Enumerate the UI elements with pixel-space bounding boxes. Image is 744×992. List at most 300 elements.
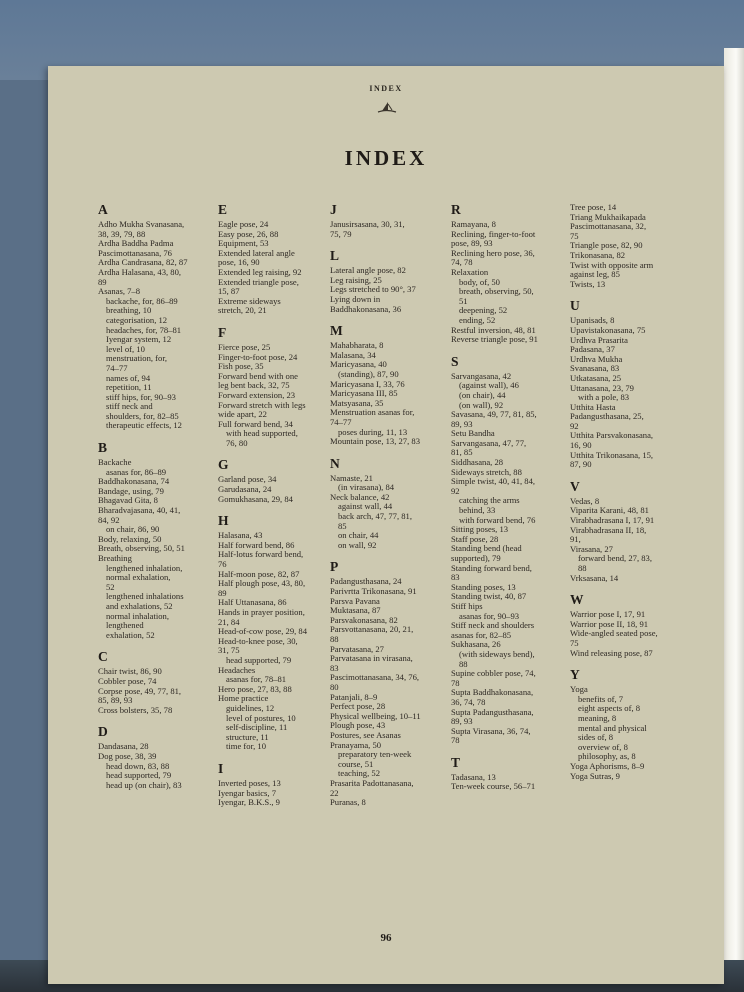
entry-line: 89: [218, 587, 227, 598]
index-entry: [98, 220, 214, 239]
section-letter: H: [218, 513, 229, 529]
index-entry: [451, 708, 569, 727]
entry-line: Halasana, 43: [218, 530, 263, 541]
entry-line: asanas for, 90–93: [459, 610, 520, 621]
entry-line: Eagle pose, 24: [218, 219, 269, 229]
entry-line: 22: [330, 787, 339, 798]
entry-line: Inverted poses, 13: [218, 777, 281, 788]
index-entry: [570, 649, 700, 659]
entry-line: behind, 33: [459, 505, 496, 516]
index-entry: [218, 637, 332, 656]
entry-line: Twists, 13: [570, 278, 606, 289]
index-subentry: [98, 592, 214, 611]
entry-line: Lying down in: [330, 293, 381, 304]
index-section: [330, 324, 450, 447]
entry-line: Stiff neck and shoulders: [451, 620, 535, 631]
entry-line: Supine cobbler pose, 74,: [451, 668, 536, 679]
section-letter: J: [330, 202, 337, 217]
index-entry: [570, 574, 700, 584]
entry-line: Neck balance, 42: [330, 491, 390, 502]
index-entry: [218, 372, 332, 391]
index-entry: [570, 772, 700, 782]
index-section: [330, 560, 450, 807]
entry-line: Ramayana, 8: [451, 219, 496, 229]
index-entry: [451, 727, 569, 746]
entry-line: 88: [330, 634, 339, 644]
entry-line: Standing bend (head: [451, 543, 522, 554]
entry-line: Garudasana, 24: [218, 484, 272, 495]
index-subentry: [218, 429, 332, 448]
index-entry: [451, 782, 569, 792]
index-subentry: [98, 781, 214, 791]
section-letter: F: [218, 324, 227, 340]
entry-line: Lateral angle pose, 82: [330, 265, 406, 276]
lotus-ornament-icon: [376, 100, 398, 114]
index-section: [570, 299, 700, 470]
index-subentry: [98, 612, 214, 641]
entry-line: Malasana, 34: [330, 349, 376, 360]
running-head: INDEX: [369, 84, 403, 93]
entry-line: Easy pose, 26, 88: [218, 228, 279, 239]
entry-line: Head-of-cow pose, 29, 84: [218, 626, 308, 637]
entry-line: Virabhadrasana I, 17, 91: [570, 515, 655, 526]
index-section: [218, 458, 332, 504]
entry-line: Bharadvajasana, 40, 41,: [98, 505, 181, 516]
index-entry: [451, 564, 569, 583]
entry-line: Yoga: [570, 684, 588, 695]
entry-line: stiff neck and: [106, 401, 153, 412]
entry-line: 31, 75: [218, 645, 240, 656]
entry-line: Padangusthasana, 25,: [570, 411, 644, 422]
index-entry: [330, 673, 450, 692]
entry-line: Standing poses, 13: [451, 581, 516, 592]
index-entry: [570, 261, 700, 280]
entry-line: 76: [218, 559, 227, 570]
entry-line: Legs stretched to 90°, 37: [330, 284, 416, 295]
index-subentry: [330, 512, 450, 531]
entry-line: Leg raising, 25: [330, 274, 382, 285]
entry-line: self-discipline, 11: [226, 722, 288, 733]
index-entry: [570, 451, 700, 470]
entry-line: 51: [459, 295, 468, 306]
entry-line: Headaches: [218, 664, 256, 675]
index-section: [98, 441, 214, 640]
entry-line: 83: [330, 662, 339, 673]
index-entry: [98, 268, 214, 287]
entry-line: exhalation, 52: [106, 629, 155, 640]
entry-line: Finger-to-foot pose, 24: [218, 351, 298, 362]
entry-line: 89, 93: [451, 716, 473, 727]
entry-line: Uttanasana, 23, 79: [570, 382, 634, 393]
entry-line: Mountain pose, 13, 27, 83: [330, 436, 420, 447]
entry-line: 78: [451, 677, 460, 688]
entry-line: Adho Mukha Svanasana,: [98, 219, 185, 229]
entry-line: Stiff hips: [451, 600, 483, 611]
entry-line: therapeutic effects, 12: [106, 420, 182, 431]
entry-line: Fierce pose, 25: [218, 341, 271, 352]
index-entry: [98, 706, 214, 716]
entry-line: Parivrtta Trikonasana, 91: [330, 586, 417, 597]
entry-line: Warrior pose II, 18, 91: [570, 618, 649, 629]
index-entry: [330, 654, 450, 673]
entry-line: 88: [578, 563, 587, 573]
entry-line: wide apart, 22: [218, 409, 267, 420]
section-letter: Y: [570, 667, 580, 683]
entry-line: with head supported,: [226, 428, 298, 439]
entry-line: Vrksasana, 14: [570, 572, 619, 583]
entry-line: Supta Baddhakonasana,: [451, 687, 534, 698]
entry-line: Sarvangasana, 42: [451, 370, 512, 381]
index-column-3: [330, 203, 450, 818]
entry-line: Corpse pose, 49, 77, 81,: [98, 685, 182, 696]
entry-line: preparatory ten-week: [338, 749, 412, 760]
index-section: [330, 249, 450, 314]
index-entry: [218, 495, 332, 505]
entry-line: course, 51: [338, 758, 374, 769]
entry-line: Siddhasana, 28: [451, 457, 504, 468]
entry-line: benefits of, 7: [578, 693, 624, 704]
entry-line: Padasana, 37: [570, 344, 615, 355]
entry-line: Matsyasana, 35: [330, 397, 384, 408]
index-entry: [98, 239, 214, 258]
entry-line: Namaste, 21: [330, 472, 373, 483]
entry-line: head up (on chair), 83: [106, 779, 182, 790]
entry-line: poses during, 11, 13: [338, 426, 408, 437]
entry-line: Bhagavad Gita, 8: [98, 495, 158, 506]
entry-line: 16, 90: [570, 440, 592, 451]
index-entry: [570, 336, 700, 355]
entry-line: Upanisads, 8: [570, 315, 615, 326]
entry-line: Gomukhasana, 29, 84: [218, 493, 293, 504]
entry-line: 76, 80: [226, 437, 248, 448]
entry-line: 87, 90: [570, 459, 592, 470]
section-letter: C: [98, 649, 108, 665]
entry-line: Reclining, finger-to-foot: [451, 228, 536, 239]
entry-line: Ten-week course, 56–71: [451, 781, 536, 792]
index-entry: [570, 431, 700, 450]
entry-line: Parsvakonasana, 82: [330, 614, 398, 625]
entry-line: Physical wellbeing, 10–11: [330, 710, 421, 721]
entry-line: breath, observing, 50,: [459, 286, 534, 297]
index-section: [570, 203, 700, 289]
index-section: [218, 326, 332, 449]
entry-line: Vedas, 8: [570, 495, 600, 506]
index-subentry: [570, 724, 700, 743]
entry-line: Cobbler pose, 74: [98, 675, 157, 686]
index-entry: [451, 230, 569, 249]
entry-line: 81, 85: [451, 447, 473, 458]
index-entry: [451, 477, 569, 496]
index-entry: [570, 403, 700, 432]
entry-line: Pascimottanasana, 32,: [570, 221, 647, 232]
entry-line: back arch, 47, 77, 81,: [338, 511, 412, 522]
index-entry: [218, 297, 332, 316]
index-section: [218, 514, 332, 752]
entry-line: Warrior pose I, 17, 91: [570, 609, 646, 620]
entry-line: 74, 78: [451, 257, 473, 268]
entry-line: Baddhakonasana, 36: [330, 303, 402, 314]
index-entry: [98, 506, 214, 525]
index-section: [98, 650, 214, 715]
entry-line: Iyengar, B.K.S., 9: [218, 797, 280, 808]
entry-line: Sitting poses, 13: [451, 524, 509, 535]
entry-line: Ardha Candrasana, 82, 87: [98, 257, 188, 268]
entry-line: overview of, 8: [578, 741, 628, 752]
entry-line: Equipment, 53: [218, 238, 269, 249]
entry-line: (in virasana), 84: [338, 482, 395, 493]
entry-line: Triangle pose, 82, 90: [570, 240, 643, 251]
entry-line: Utthita Trikonasana, 15,: [570, 449, 654, 460]
entry-line: Head-to-knee pose, 30,: [218, 635, 298, 646]
index-subentry: [330, 750, 450, 769]
entry-line: 84, 92: [98, 514, 120, 525]
index-entry: [570, 526, 700, 545]
section-letter: U: [570, 298, 580, 314]
entry-line: level of, 10: [106, 343, 145, 354]
entry-line: and exhalations, 52: [106, 600, 173, 611]
entry-line: Triang Mukhaikapada: [570, 211, 646, 222]
index-subentry: [98, 421, 214, 431]
entry-line: breathing, 10: [106, 305, 152, 316]
entry-line: Maricyasana I, 33, 76: [330, 378, 405, 389]
entry-line: Breath, observing, 50, 51: [98, 543, 185, 554]
entry-line: Breathing: [98, 553, 132, 563]
entry-line: pose, 16, 90: [218, 257, 260, 268]
book-page: [48, 66, 724, 984]
entry-line: headaches, for, 78–81: [106, 324, 182, 335]
index-entry: [330, 779, 450, 798]
entry-line: Utthita Parsvakonasana,: [570, 430, 654, 441]
index-entry: [330, 437, 450, 447]
entry-line: 92: [451, 485, 460, 496]
index-section: [98, 203, 214, 431]
entry-line: level of postures, 10: [226, 712, 296, 723]
entry-line: on chair, 44: [338, 530, 379, 541]
index-subentry: [218, 742, 332, 752]
entry-line: head supported, 79: [226, 654, 292, 665]
entry-line: leg bent back, 32, 75: [218, 380, 290, 391]
index-section: [330, 457, 450, 551]
entry-line: Standing twist, 40, 87: [451, 591, 527, 602]
entry-line: time for, 10: [226, 741, 266, 752]
entry-line: against wall, 44: [338, 501, 393, 512]
index-entry: [451, 669, 569, 688]
entry-line: Half plough pose, 43, 80,: [218, 578, 306, 589]
entry-line: Half Uttanasana, 86: [218, 597, 287, 608]
index-section: [218, 203, 332, 316]
section-letter: A: [98, 202, 108, 217]
entry-line: Fish pose, 35: [218, 361, 264, 372]
entry-line: 21, 84: [218, 616, 240, 627]
entry-line: body, of, 50: [459, 276, 500, 287]
entry-line: Parsvottanasana, 20, 21,: [330, 624, 414, 635]
entry-line: Standing forward bend,: [451, 562, 532, 573]
index-column-2: [218, 203, 332, 818]
entry-line: head down, 83, 88: [106, 760, 170, 771]
entry-line: Bandage, using, 79: [98, 485, 164, 496]
entry-line: 85, 89, 93: [98, 695, 133, 706]
entry-line: teaching, 52: [338, 768, 380, 779]
entry-line: 52: [106, 581, 115, 592]
index-entry: [451, 688, 569, 707]
entry-line: Muktasana, 87: [330, 605, 381, 616]
entry-line: Forward extension, 23: [218, 389, 296, 400]
entry-line: Wind releasing pose, 87: [570, 647, 653, 658]
section-letter: B: [98, 440, 108, 456]
index-entry: [218, 278, 332, 297]
entry-line: Backache: [98, 457, 132, 468]
entry-line: head supported, 79: [106, 770, 172, 781]
entry-line: 80: [330, 681, 339, 692]
entry-line: 74–77: [330, 416, 352, 427]
index-column-1: [98, 203, 214, 800]
entry-line: forward bend, 27, 83,: [578, 553, 652, 564]
index-entry: [330, 625, 450, 644]
entry-line: normal inhalation,: [106, 610, 170, 621]
entry-line: with forward bend, 76: [459, 514, 536, 525]
index-entry: [218, 249, 332, 268]
index-entry: [330, 597, 450, 616]
entry-line: 85: [338, 520, 347, 531]
entry-line: 92: [570, 420, 579, 431]
entry-line: Trikonasana, 82: [570, 249, 626, 260]
entry-line: Home practice: [218, 693, 269, 704]
index-section: [451, 756, 569, 792]
section-letter: N: [330, 455, 340, 471]
index-column-5: [570, 203, 700, 791]
index-subentry: [98, 402, 214, 421]
entry-line: Twist with opposite arm: [570, 259, 654, 270]
entry-line: Supta Padangusthasana,: [451, 706, 534, 717]
entry-line: 91,: [570, 534, 581, 545]
section-letter: M: [330, 323, 343, 339]
entry-line: Upavistakonasana, 75: [570, 324, 646, 335]
entry-line: Maricyasana III, 85: [330, 388, 398, 399]
index-entry: [570, 629, 700, 648]
entry-line: repetition, 11: [106, 382, 152, 393]
entry-line: with a pole, 83: [578, 392, 630, 403]
entry-line: (against wall), 46: [459, 380, 519, 391]
index-section: [570, 480, 700, 583]
entry-line: Viparita Karani, 48, 81: [570, 505, 649, 516]
entry-line: Parsva Pavana: [330, 595, 380, 606]
entry-line: Half-moon pose, 82, 87: [218, 568, 300, 579]
index-section: [451, 203, 569, 345]
entry-line: Forward bend with one: [218, 370, 298, 381]
entry-line: Setu Bandha: [451, 428, 495, 439]
index-subentry: [451, 496, 569, 515]
section-letter: W: [570, 592, 584, 608]
entry-line: Virabhadrasana II, 18,: [570, 524, 647, 535]
index-entry: [330, 798, 450, 808]
index-section: [570, 593, 700, 658]
entry-line: deepening, 52: [459, 305, 508, 316]
entry-line: Extended leg raising, 92: [218, 266, 302, 277]
entry-line: meaning, 8: [578, 712, 617, 723]
entry-line: Parvatasana in virasana,: [330, 653, 413, 664]
section-letter: S: [451, 353, 459, 369]
index-entry: [451, 410, 569, 429]
entry-line: Half-lotus forward bend,: [218, 549, 304, 560]
index-entry: [330, 295, 450, 314]
index-section: [451, 355, 569, 746]
entry-line: Full forward bend, 34: [218, 418, 293, 429]
entry-line: Sukhasana, 26: [451, 639, 501, 650]
entry-line: stiff hips, for, 90–93: [106, 391, 176, 402]
index-subentry: [451, 650, 569, 669]
entry-line: against leg, 85: [570, 269, 620, 280]
entry-line: sides of, 8: [578, 732, 614, 743]
entry-line: lengthened inhalation,: [106, 562, 183, 573]
entry-line: Reverse triangle pose, 91: [451, 334, 538, 345]
entry-line: 88: [459, 658, 468, 669]
entry-line: menstruation, for,: [106, 353, 167, 364]
entry-line: 89, 93: [451, 418, 473, 429]
index-subentry: [570, 554, 700, 573]
entry-line: Extended lateral angle: [218, 247, 295, 258]
adjacent-page-edge: [724, 48, 744, 992]
entry-line: Chair twist, 86, 90: [98, 666, 162, 677]
index-section: [98, 725, 214, 790]
page-title: INDEX: [344, 146, 428, 170]
entry-line: 83: [451, 572, 460, 583]
entry-line: philosophy, as, 8: [578, 751, 636, 762]
index-entry: [451, 621, 569, 640]
index-entry: [451, 429, 569, 458]
index-entry: [218, 798, 332, 808]
entry-line: ending, 52: [459, 314, 496, 325]
entry-line: Asanas, 7–8: [98, 286, 141, 297]
entry-line: Sarvangasana, 47, 77,: [451, 437, 527, 448]
entry-line: structure, 11: [226, 731, 269, 742]
index-subentry: [98, 354, 214, 373]
entry-line: Iyengar basics, 7: [218, 787, 276, 798]
entry-line: Half forward bend, 86: [218, 539, 295, 550]
entry-line: Garland pose, 34: [218, 474, 277, 485]
section-letter: I: [218, 760, 224, 776]
index-entry: [451, 544, 569, 563]
entry-line: names of, 94: [106, 372, 151, 383]
entry-line: Menstruation asanas for,: [330, 407, 415, 418]
entry-line: Janusirsasana, 30, 31,: [330, 219, 405, 229]
index-entry: [218, 401, 332, 420]
entry-line: Ardha Baddha Padma: [98, 238, 174, 249]
entry-line: Utkatasana, 25: [570, 372, 622, 383]
index-section: [330, 203, 450, 239]
page-number: 96: [380, 932, 392, 944]
entry-line: on wall, 92: [338, 539, 377, 550]
index-subentry: [98, 564, 214, 593]
entry-line: Perfect pose, 28: [330, 701, 386, 712]
entry-line: normal exhalation,: [106, 572, 171, 583]
entry-line: (standing), 87, 90: [338, 368, 399, 379]
index-entry: [218, 608, 332, 627]
entry-line: Extreme sideways: [218, 295, 281, 306]
entry-line: 78: [451, 735, 460, 746]
entry-line: Pascimottanasana, 76: [98, 247, 172, 258]
entry-line: Maricyasana, 40: [330, 359, 387, 370]
entry-line: Forward stretch with legs: [218, 399, 306, 410]
entry-line: 36, 74, 78: [451, 696, 486, 707]
entry-line: 74–77: [106, 362, 128, 373]
index-entry: [218, 550, 332, 569]
entry-line: Puranas, 8: [330, 797, 366, 808]
entry-line: Utthita Hasta: [570, 401, 616, 412]
entry-line: lengthened inhalations: [106, 591, 184, 602]
index-subentry: [330, 541, 450, 551]
entry-line: 38, 39, 79, 88: [98, 228, 146, 239]
entry-line: Wide-angled seated pose,: [570, 628, 658, 639]
